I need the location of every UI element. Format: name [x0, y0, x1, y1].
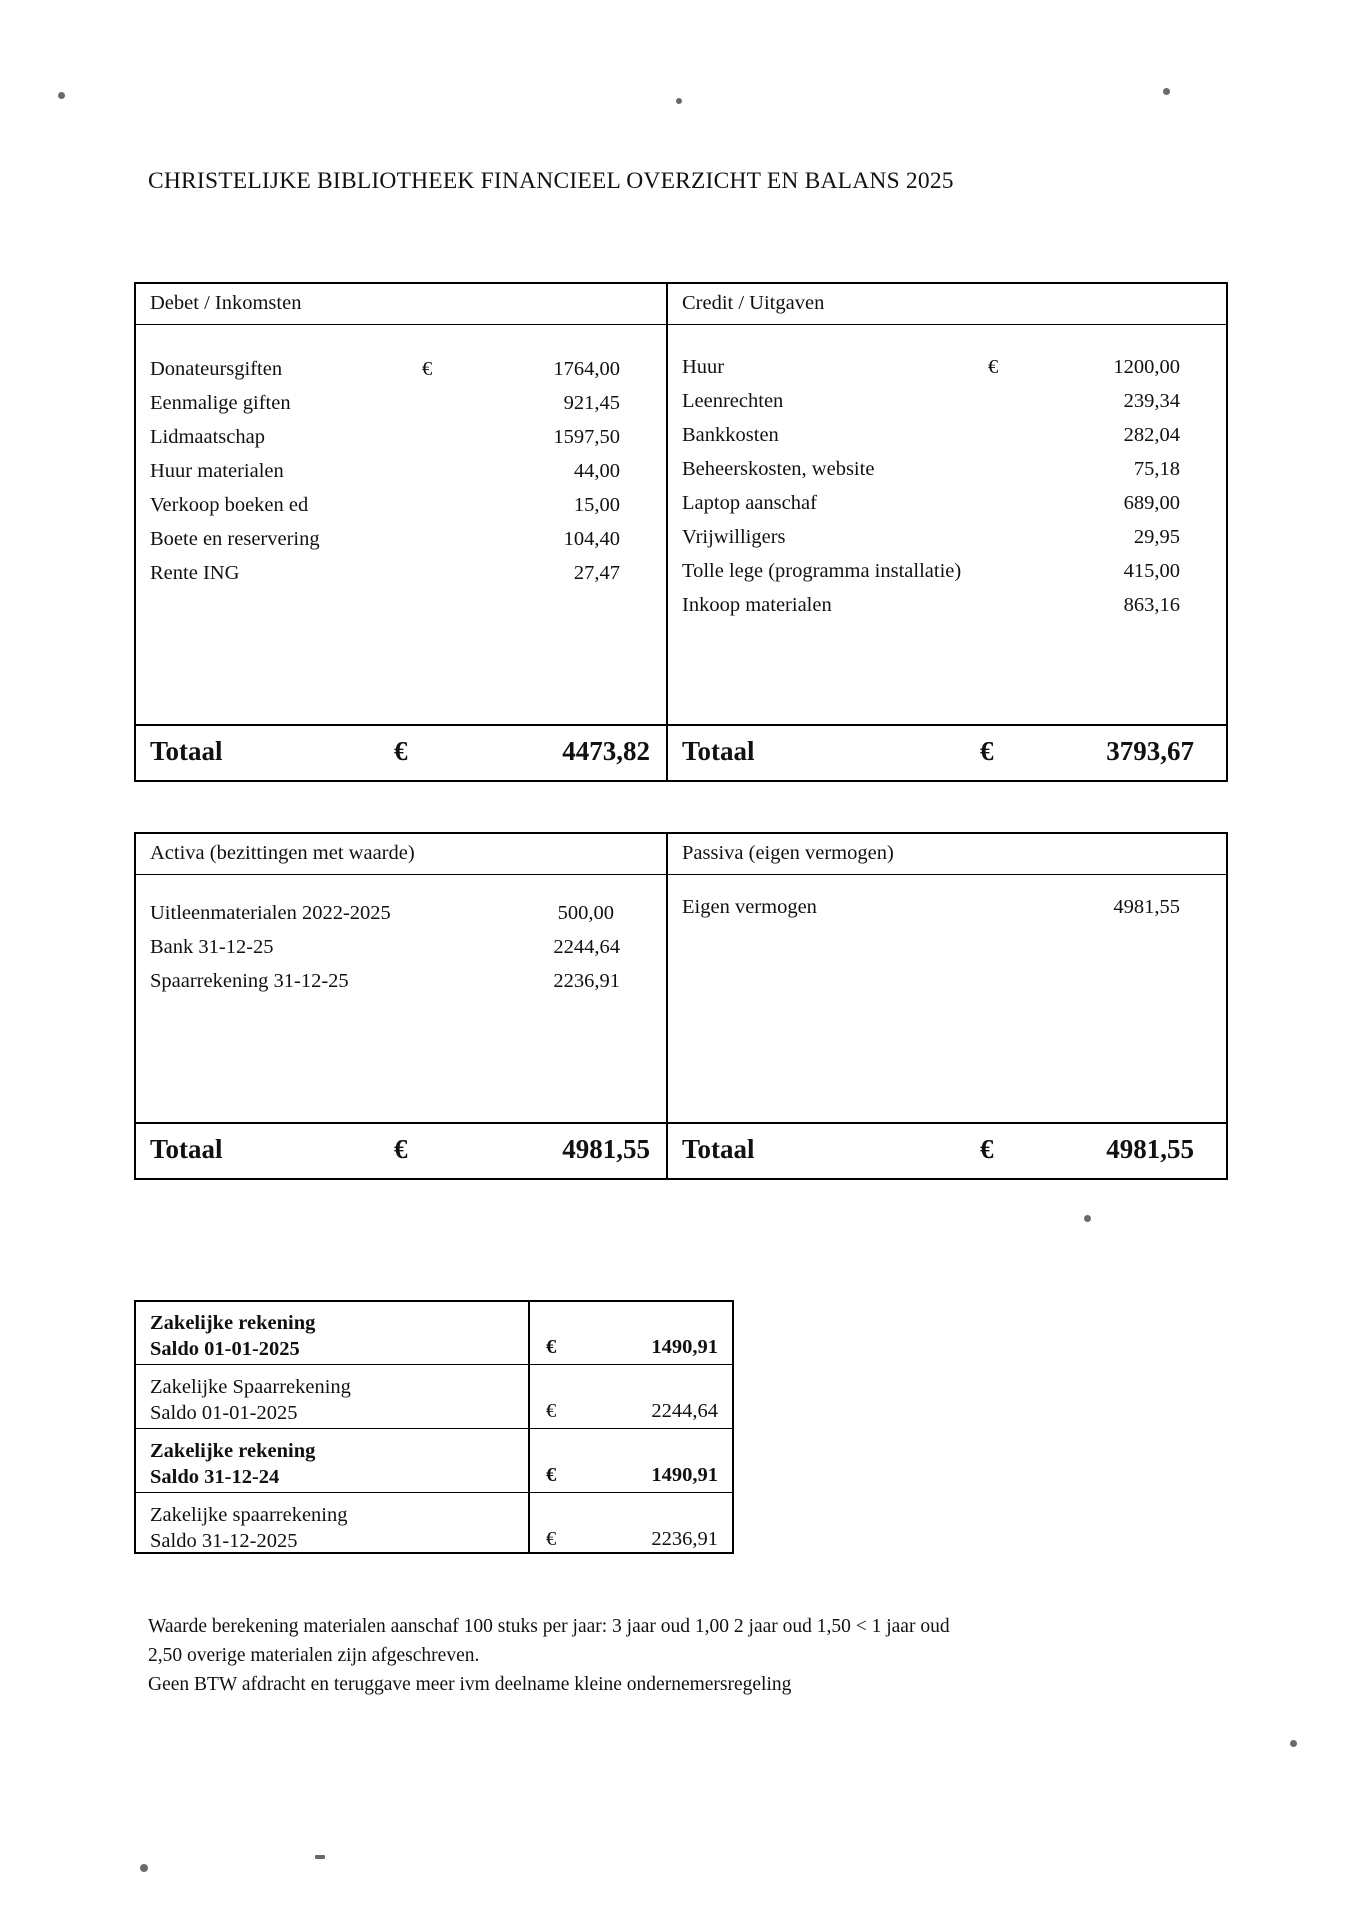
footnote-line-2: 2,50 overige materialen zijn afgeschreven.: [148, 1645, 480, 1666]
table-total-rule: [136, 724, 1226, 726]
row-label: Donateursgiften: [150, 358, 283, 380]
debit-column-header: Debet / Inkomsten: [150, 292, 302, 314]
account-name: Zakelijke spaarrekening: [150, 1504, 348, 1526]
account-row-label: [150, 1310, 315, 1362]
row-label: Verkoop boeken ed: [150, 494, 309, 516]
row-label: Huur materialen: [150, 460, 284, 482]
table-column-divider: [666, 284, 668, 780]
row-currency: €: [988, 356, 999, 378]
scan-speck: [1290, 1740, 1297, 1747]
account-amount: 1490,91: [651, 1464, 718, 1486]
scan-speck: [1163, 88, 1170, 95]
scan-speck: [676, 98, 682, 104]
table-row-rule: [136, 1492, 732, 1493]
row-amount: 921,45: [563, 392, 620, 414]
account-currency: €: [546, 1400, 557, 1422]
account-balance-date: Saldo 01-01-2025: [150, 1338, 300, 1360]
liabilities-total-currency: €: [980, 1134, 994, 1164]
income-expense-table: [134, 282, 1228, 782]
page-title: CHRISTELIJKE BIBLIOTHEEK FINANCIEEL OVERZICHT EN BALANS 2025: [148, 168, 954, 194]
assets-column-header: Activa (bezittingen met waarde): [150, 842, 415, 864]
account-currency: €: [546, 1528, 557, 1550]
table-column-divider: [528, 1302, 530, 1552]
row-amount: 75,18: [1133, 458, 1180, 480]
footnote-line-1: Waarde berekening materialen aanschaf 100 stuks per jaar: 3 jaar oud 1,00 2 jaar oud 1,50 < 1 jaar oud: [148, 1616, 950, 1637]
assets-total-currency: €: [394, 1134, 408, 1164]
account-amount: 2236,91: [651, 1528, 718, 1550]
row-label: Uitleenmaterialen 2022-2025: [150, 902, 391, 924]
debit-total-currency: €: [394, 736, 408, 766]
row-label: Leenrechten: [682, 390, 784, 412]
row-amount: 1764,00: [553, 358, 620, 380]
liabilities-total-label: Totaal: [682, 1134, 755, 1164]
row-currency: €: [422, 358, 433, 380]
row-label: Beheerskosten, website: [682, 458, 875, 480]
credit-column-header: Credit / Uitgaven: [682, 292, 825, 314]
scan-speck: [315, 1855, 325, 1859]
row-label: Eenmalige giften: [150, 392, 291, 414]
assets-total-label: Totaal: [150, 1134, 223, 1164]
liabilities-total-amount: 4981,55: [1106, 1134, 1194, 1164]
row-amount: 282,04: [1123, 424, 1180, 446]
row-amount: 239,34: [1123, 390, 1180, 412]
row-label: Rente ING: [150, 562, 240, 584]
row-amount: 500,00: [557, 902, 614, 924]
footnotes: [148, 1612, 1218, 1699]
row-amount: 863,16: [1123, 594, 1180, 616]
row-label: Bankkosten: [682, 424, 779, 446]
row-amount: 4981,55: [1113, 896, 1180, 918]
balance-sheet-table: [134, 832, 1228, 1180]
account-balance-date: Saldo 31-12-24: [150, 1466, 280, 1488]
account-amount: 2244,64: [651, 1400, 718, 1422]
account-row-label: [150, 1374, 351, 1426]
row-amount: 15,00: [573, 494, 620, 516]
account-balance-date: Saldo 01-01-2025: [150, 1402, 298, 1424]
scan-speck: [140, 1864, 148, 1872]
row-amount: 2236,91: [553, 970, 620, 992]
account-name: Zakelijke Spaarrekening: [150, 1376, 351, 1398]
account-balance-date: Saldo 31-12-2025: [150, 1530, 298, 1552]
row-label: Huur: [682, 356, 725, 378]
account-name: Zakelijke rekening: [150, 1312, 316, 1334]
table-column-divider: [666, 834, 668, 1178]
account-currency: €: [546, 1464, 557, 1486]
bank-accounts-table: [134, 1300, 734, 1554]
row-amount: 689,00: [1123, 492, 1180, 514]
credit-total-label: Totaal: [682, 736, 755, 766]
row-label: Boete en reservering: [150, 528, 320, 550]
credit-total-currency: €: [980, 736, 994, 766]
credit-total-amount: 3793,67: [1106, 736, 1194, 766]
assets-total-amount: 4981,55: [562, 1134, 650, 1164]
account-row-label: [150, 1502, 348, 1554]
account-row-label: [150, 1438, 315, 1490]
debit-total-label: Totaal: [150, 736, 223, 766]
account-currency: €: [546, 1336, 557, 1358]
row-label: Inkoop materialen: [682, 594, 832, 616]
row-amount: 415,00: [1123, 560, 1180, 582]
table-row-rule: [136, 1428, 732, 1429]
row-amount: 44,00: [573, 460, 620, 482]
row-amount: 29,95: [1133, 526, 1180, 548]
table-header-rule: [136, 324, 1226, 325]
liabilities-column-header: Passiva (eigen vermogen): [682, 842, 894, 864]
account-name: Zakelijke rekening: [150, 1440, 316, 1462]
row-label: Laptop aanschaf: [682, 492, 817, 514]
row-amount: 1200,00: [1113, 356, 1180, 378]
row-amount: 27,47: [573, 562, 620, 584]
table-row-rule: [136, 1364, 732, 1365]
row-label: Eigen vermogen: [682, 896, 817, 918]
row-amount: 1597,50: [553, 426, 620, 448]
row-label: Tolle lege (programma installatie): [682, 560, 962, 582]
table-total-rule: [136, 1122, 1226, 1124]
table-header-rule: [136, 874, 1226, 875]
account-amount: 1490,91: [651, 1336, 718, 1358]
scan-speck: [1084, 1215, 1091, 1222]
row-label: Spaarrekening 31-12-25: [150, 970, 349, 992]
scan-speck: [58, 92, 65, 99]
debit-total-amount: 4473,82: [562, 736, 650, 766]
row-amount: 104,40: [563, 528, 620, 550]
row-amount: 2244,64: [553, 936, 620, 958]
row-label: Vrijwilligers: [682, 526, 786, 548]
footnote-line-3: Geen BTW afdracht en teruggave meer ivm deelname kleine ondernemersregeling: [148, 1674, 792, 1695]
row-label: Lidmaatschap: [150, 426, 265, 448]
row-label: Bank 31-12-25: [150, 936, 274, 958]
